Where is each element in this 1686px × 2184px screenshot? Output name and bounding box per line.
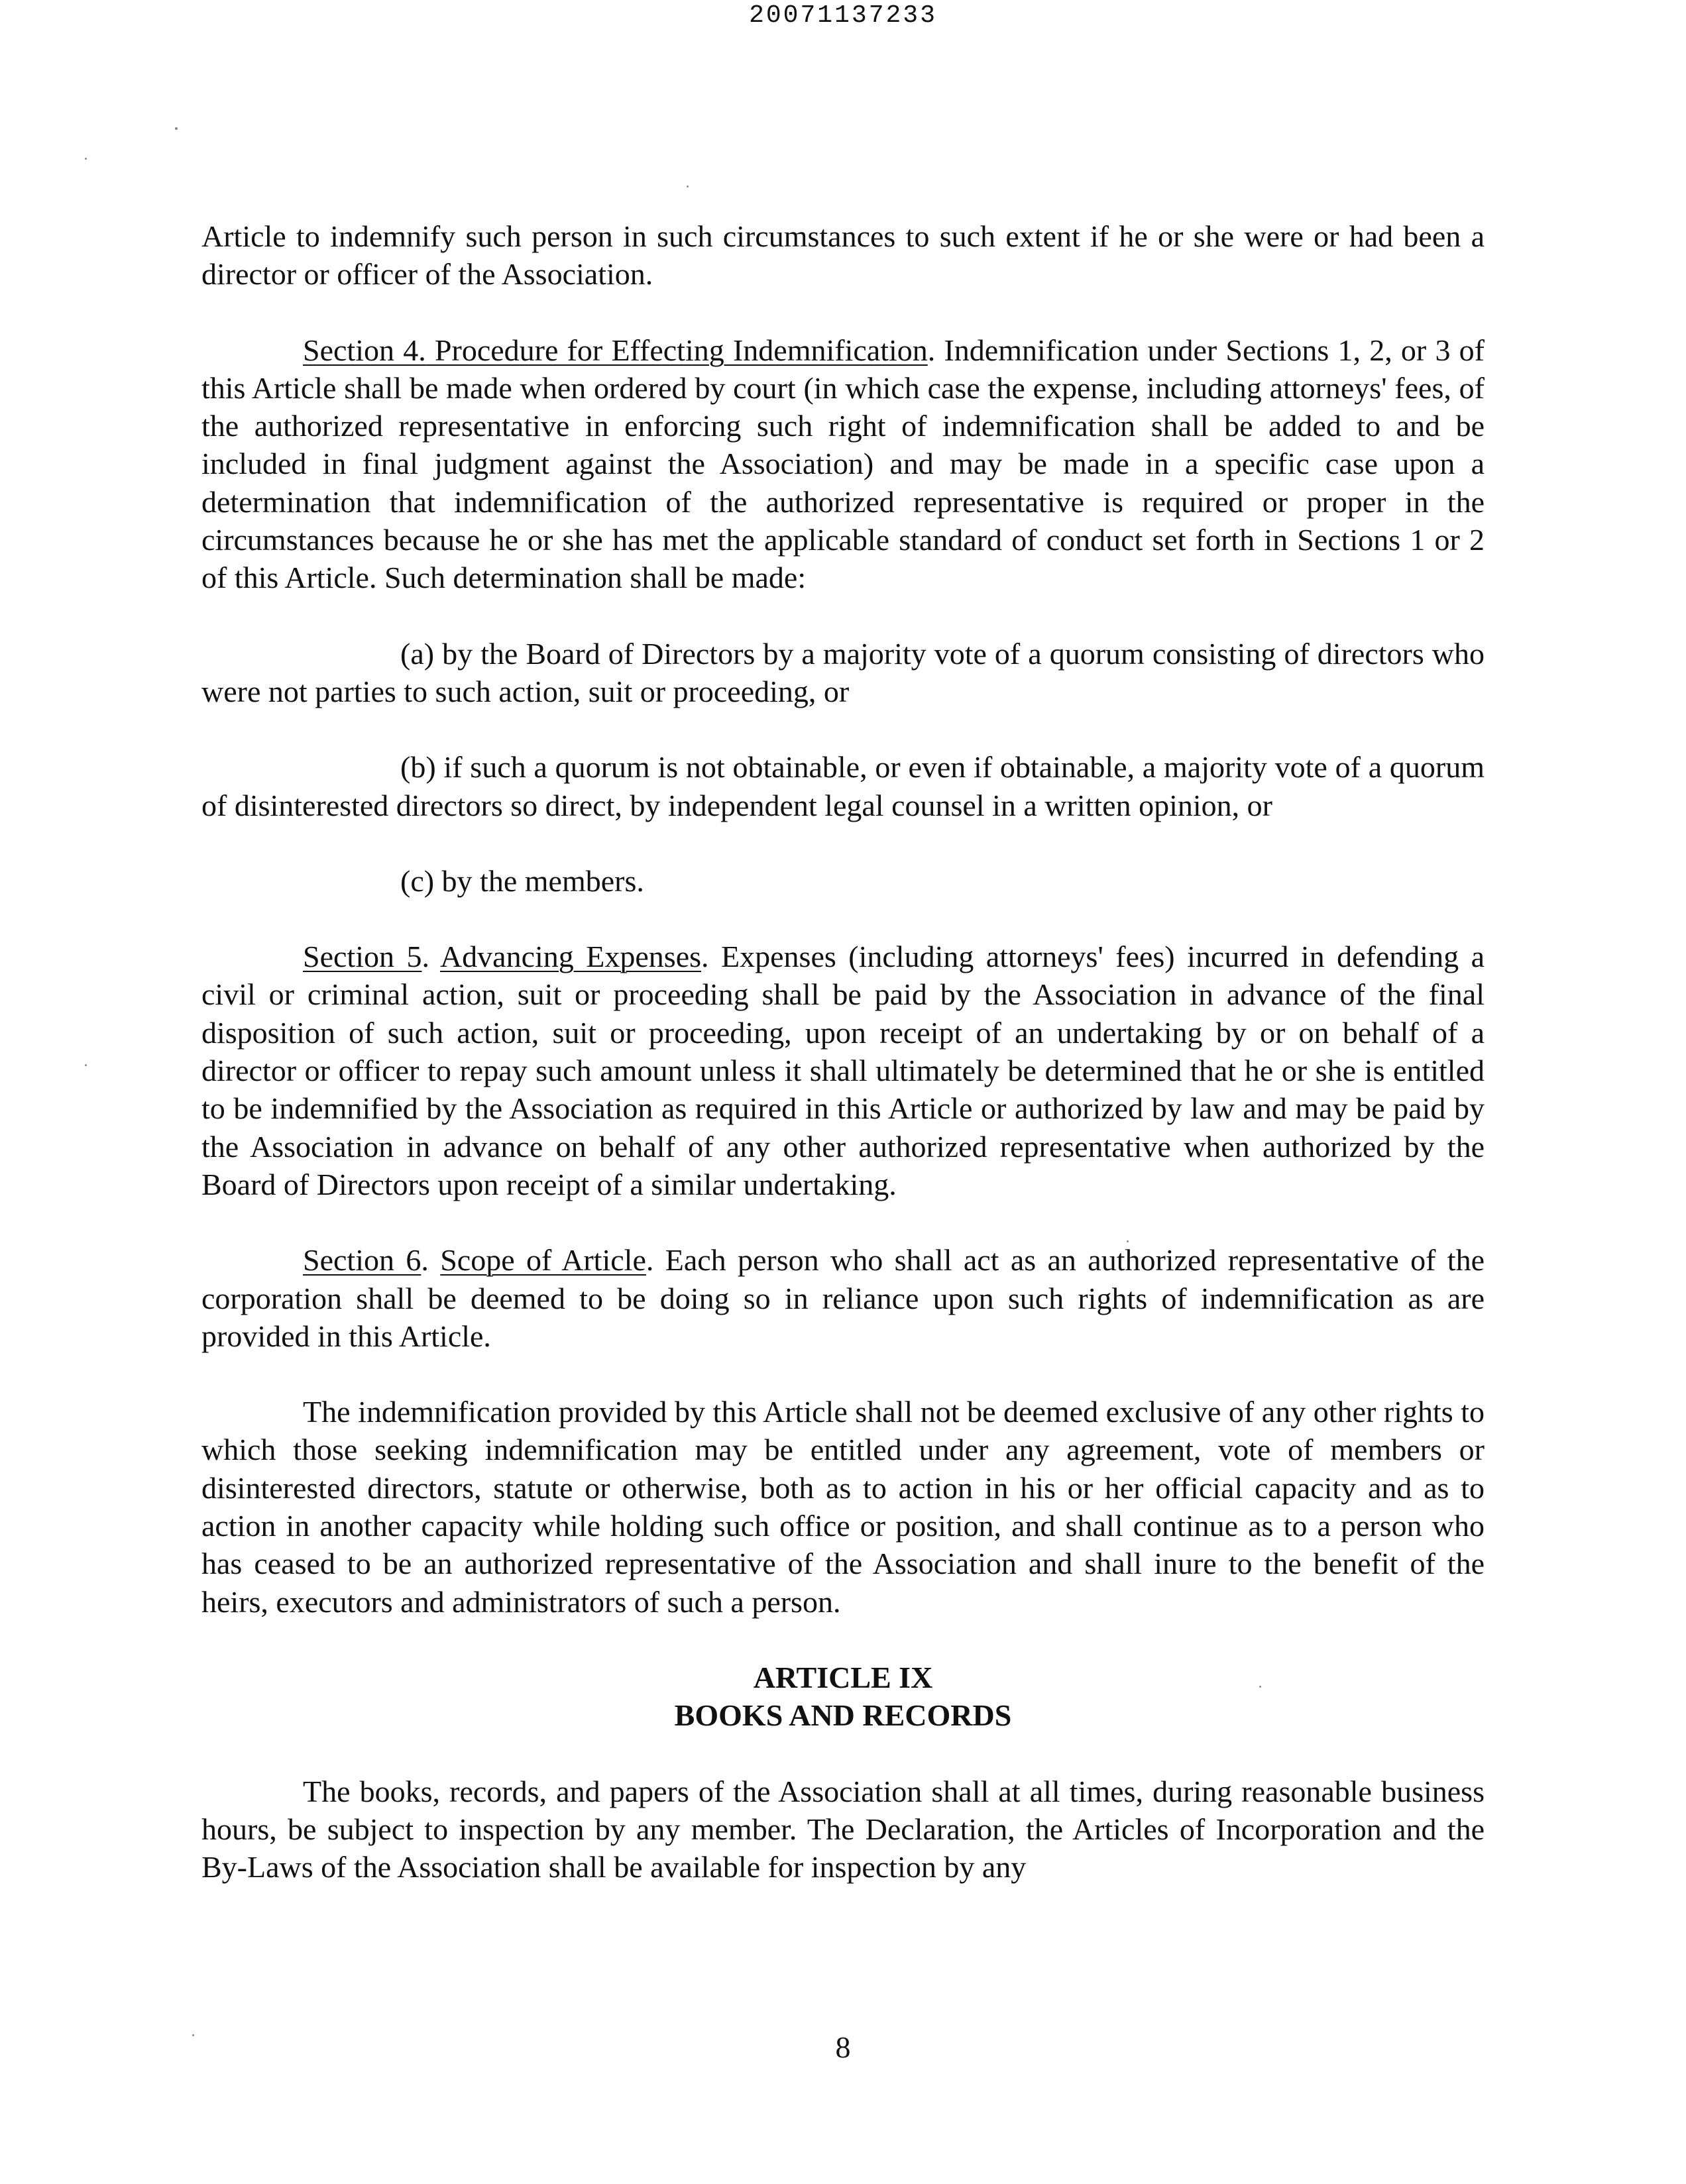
exclusivity-paragraph: The indemnification provided by this Article shall not be deemed exclusive of any other rights to which those seeking indemnification may be entitled under any agreement, vote of members or disinterested directors, statute or otherwise, both as to action in his or her official capacity and as to action in another capacity while holding such office or position, and shall continue as to a person who has ceased to be an authorized representative of the Association and shall inure to the benefit of the heirs, executors and administrators of such a person. (201, 1395, 1485, 1619)
scan-speck (175, 127, 178, 130)
section-4-paragraph (201, 331, 1485, 597)
section-6-number: Section 6 (303, 1243, 422, 1278)
page-number: 8 (835, 2030, 851, 2064)
article-ix-title: BOOKS AND RECORDS (674, 1698, 1012, 1733)
clause-b: (b) if such a quorum is not obtainable, or even if obtainable, a majority vote of a quorum of disinterested directors so direct, by independent legal counsel in a written opinion, or (201, 750, 1485, 822)
section-5-separator: . (422, 940, 440, 974)
section-4-text: . Indemnification under Sections 1, 2, or 3 of this Article shall be made when ordered by court (in which case the expense, including attorneys' fees, of the authorized representative in enforcing such right of indemnification shall be added to and be included in final judgment against the Association) and may be made in a specific case upon a determination that indemnification of the authorized representative is required or proper in the circumstances because he or she has met the applicable standard of conduct set forth in Sections 1 or 2 of this Article. Such determination shall be made: (201, 333, 1485, 595)
article-ix-number: ARTICLE IX (753, 1660, 933, 1694)
books-records-paragraph: The books, records, and papers of the Association shall at all times, during reasonable business hours, be subject to inspection by any member. The Declaration, the Articles of Incorporation and the By-Laws of the Association shall be available for inspection by any (201, 1774, 1485, 1884)
scan-speck (85, 158, 87, 160)
scan-speck (687, 186, 689, 188)
clause-a: (a) by the Board of Directors by a majority vote of a quorum consisting of directors who were not parties to such action, suit or proceeding, or (201, 636, 1485, 708)
section-5-title: Advancing Expenses (439, 940, 702, 974)
section-5-paragraph (201, 938, 1485, 1203)
section-6-title: Scope of Article (440, 1243, 646, 1278)
document-body (201, 217, 1485, 1886)
section-4-number: Section 4. (303, 333, 426, 367)
clause-c: (c) by the members. (400, 863, 644, 898)
section-6-text: . Each person who shall act as an authorized representative of the corporation shall be deemed to be doing so in reliance upon such rights of indemnification as are provided in this Article. (201, 1243, 1485, 1353)
continuation-paragraph: Article to indemnify such person in such circumstances to such extent if he or she were or had been a director or officer of the Association. (201, 219, 1485, 292)
section-5-number: Section 5 (303, 940, 422, 974)
scan-speck (85, 1064, 87, 1066)
section-5-text: . Expenses (including attorneys' fees) incurred in defending a civil or criminal action, suit or proceeding shall be paid by the Association in advance of the final disposition of such action, suit or proceeding, upon receipt of an undertaking by or on behalf of a director or officer to repay such amount unless it shall ultimately be determined that he or she is entitled to be indemnified by the Association as required in this Article or authorized by law and may be paid by the Association in advance on behalf of any other authorized representative when authorized by the Board of Directors upon receipt of a similar undertaking. (201, 940, 1485, 1201)
document-id: 20071137233 (749, 1, 937, 30)
section-6-separator: . (421, 1243, 441, 1278)
section-6-paragraph (201, 1241, 1485, 1355)
section-4-title: Procedure for Effecting Indemnification (425, 333, 928, 367)
